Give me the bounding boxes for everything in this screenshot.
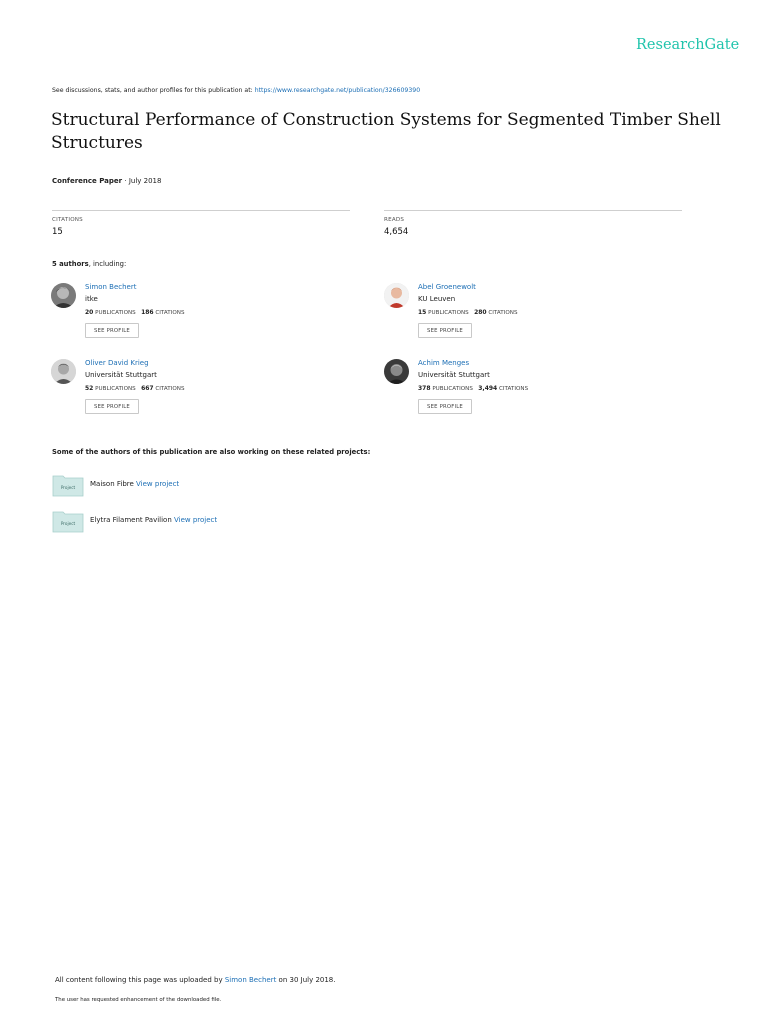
author-name-link[interactable]: Achim Menges <box>418 359 470 367</box>
reads-label: READS <box>384 217 405 223</box>
citations-count: 3,494 <box>478 385 498 392</box>
publication-date: July 2018 <box>128 177 162 185</box>
view-project-link[interactable]: View project <box>136 480 180 488</box>
publications-label: PUBLICATIONS <box>95 386 136 392</box>
person-photo-icon <box>384 283 409 308</box>
project-item <box>52 473 352 497</box>
reads-stat <box>384 210 682 237</box>
project-name: Maison Fibre <box>90 480 134 488</box>
project-icon-label: Project <box>60 521 76 526</box>
citations-label: CITATIONS <box>155 386 185 392</box>
author-institution: Universität Stuttgart <box>85 371 157 379</box>
author-institution: KU Leuven <box>418 295 456 303</box>
discussion-notice <box>52 87 420 94</box>
authors-suffix: , including: <box>88 260 127 268</box>
researchgate-logo[interactable]: ResearchGate <box>636 37 740 53</box>
citations-value: 15 <box>52 227 63 237</box>
citations-count: 280 <box>474 309 487 316</box>
upload-notice <box>55 976 335 984</box>
publication-title: Structural Performance of Construction Systems for Segmented Timber Shell Structures <box>51 110 721 153</box>
publication-type: Conference Paper <box>52 177 123 185</box>
citations-stat <box>52 210 350 237</box>
author-avatar[interactable] <box>51 359 76 384</box>
publications-count: 378 <box>418 385 431 392</box>
related-projects-heading: Some of the authors of this publication are also working on these related projects: <box>52 448 371 456</box>
publications-count: 15 <box>418 309 427 316</box>
project-icon-label: Project <box>60 485 76 490</box>
see-profile-button[interactable]: SEE PROFILE <box>85 323 139 338</box>
author-stats <box>418 309 518 316</box>
citations-label: CITATIONS <box>52 217 83 223</box>
author-institution: Universität Stuttgart <box>418 371 490 379</box>
authors-count: 5 authors <box>52 260 89 268</box>
citations-count: 186 <box>141 309 154 316</box>
citations-label: CITATIONS <box>499 386 529 392</box>
author-institution: itke <box>85 295 98 303</box>
discussion-notice-text: See discussions, stats, and author profiles for this publication at: <box>52 87 255 94</box>
project-folder-icon[interactable] <box>52 509 84 533</box>
project-line <box>90 480 179 488</box>
author-avatar[interactable] <box>51 283 76 308</box>
author-avatar[interactable] <box>384 283 409 308</box>
author-name-link[interactable]: Abel Groenewolt <box>418 283 476 291</box>
citations-label: CITATIONS <box>155 310 185 316</box>
citations-label: CITATIONS <box>488 310 518 316</box>
publications-label: PUBLICATIONS <box>432 386 473 392</box>
author-stats <box>85 309 185 316</box>
upload-prefix: All content following this page was uploaded by <box>55 976 225 984</box>
publications-label: PUBLICATIONS <box>95 310 136 316</box>
view-project-link[interactable]: View project <box>174 516 218 524</box>
uploader-link[interactable]: Simon Bechert <box>224 976 277 984</box>
project-name: Elytra Filament Pavilion <box>90 516 172 524</box>
author-avatar[interactable] <box>384 359 409 384</box>
authors-heading <box>52 260 126 268</box>
project-line <box>90 516 217 524</box>
person-photo-icon <box>51 359 76 384</box>
publication-url-link[interactable]: https://www.researchgate.net/publication/326609390 <box>254 87 421 94</box>
author-name-link[interactable]: Oliver David Krieg <box>85 359 149 367</box>
author-stats <box>418 385 528 392</box>
citations-count: 667 <box>141 385 154 392</box>
publications-label: PUBLICATIONS <box>428 310 469 316</box>
author-stats <box>85 385 185 392</box>
person-photo-icon <box>384 359 409 384</box>
publications-count: 20 <box>85 309 94 316</box>
person-photo-icon <box>51 283 76 308</box>
enhancement-note: The user has requested enhancement of the downloaded file. <box>55 997 222 1003</box>
project-folder-icon[interactable] <box>52 473 84 497</box>
author-card <box>384 359 684 429</box>
reads-value: 4,654 <box>384 227 409 237</box>
project-item <box>52 509 352 533</box>
see-profile-button[interactable]: SEE PROFILE <box>85 399 139 414</box>
author-name-link[interactable]: Simon Bechert <box>85 283 137 291</box>
see-profile-button[interactable]: SEE PROFILE <box>418 323 472 338</box>
publication-meta <box>52 177 161 185</box>
upload-date: on 30 July 2018. <box>276 976 336 984</box>
author-card <box>384 283 684 353</box>
author-card <box>51 283 351 353</box>
publications-count: 52 <box>85 385 94 392</box>
author-card <box>51 359 351 429</box>
see-profile-button[interactable]: SEE PROFILE <box>418 399 472 414</box>
meta-separator: · <box>122 177 129 185</box>
